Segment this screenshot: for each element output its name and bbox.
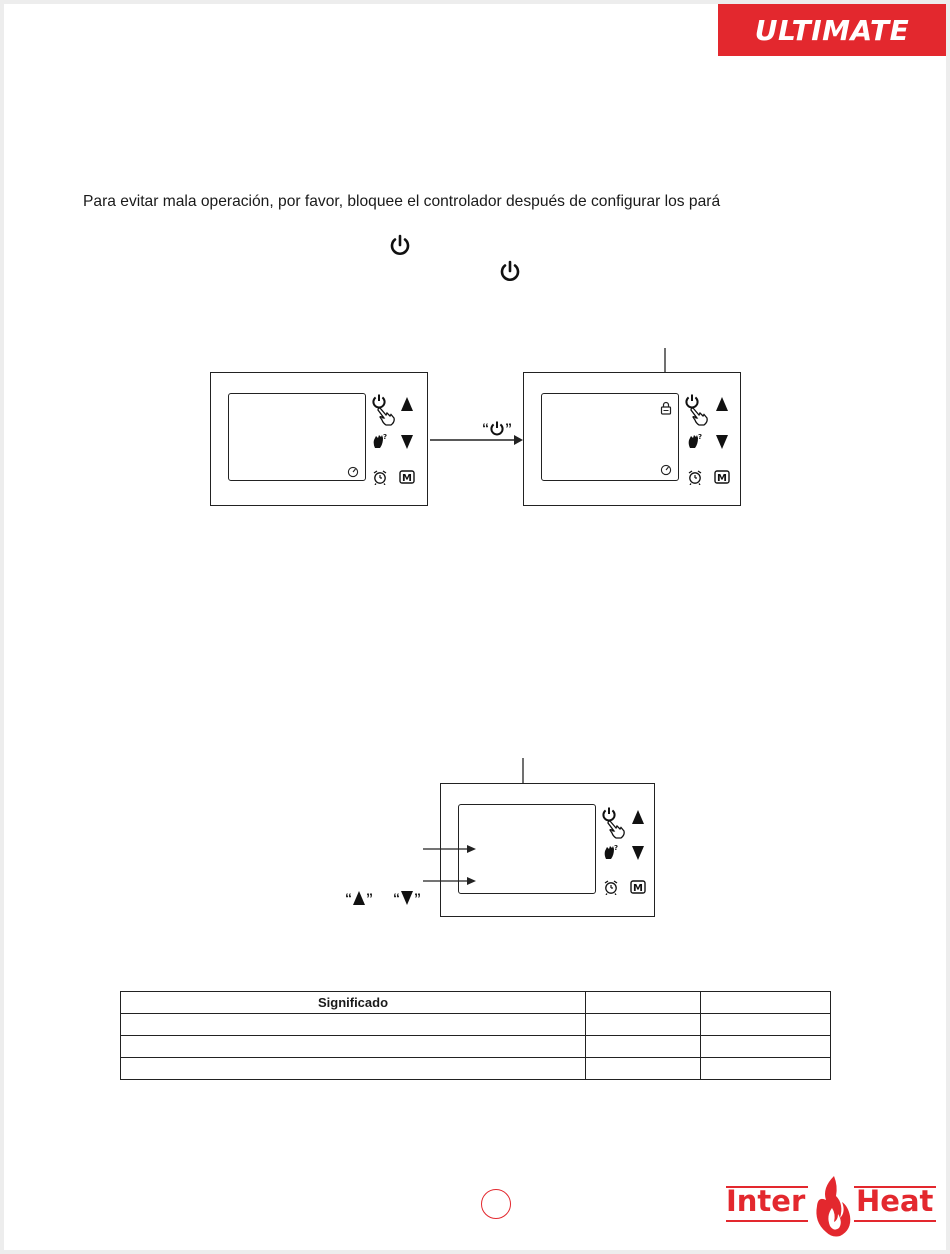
alarm-clock-button[interactable] — [603, 879, 619, 895]
table-header-cell — [586, 992, 701, 1014]
svg-text:M: M — [402, 473, 412, 484]
table-cell — [586, 1014, 701, 1036]
table-cell — [701, 1014, 831, 1036]
alarm-clock-button[interactable] — [687, 469, 703, 485]
table-cell — [701, 1058, 831, 1080]
mode-m-button[interactable] — [713, 469, 731, 485]
quote-close: ” — [505, 420, 512, 436]
quote-open: “ — [482, 420, 489, 436]
logo-word-heat: Heat — [856, 1184, 934, 1218]
table-header-cell: Significado — [121, 992, 586, 1014]
controller-panel-locked — [523, 372, 741, 506]
svg-text:M: M — [633, 883, 643, 894]
power-key-quote — [482, 418, 512, 438]
logo-line-bottom-left — [726, 1220, 808, 1222]
quote-open: “ — [345, 890, 352, 906]
mode-m-button[interactable] — [629, 879, 647, 895]
power-icon — [498, 259, 522, 283]
pointing-hand-icon — [606, 818, 628, 840]
table-cell — [586, 1058, 701, 1080]
arrow-down-button[interactable] — [631, 845, 645, 861]
up-key-quote — [345, 888, 373, 908]
intro-paragraph: Para evitar mala operación, por favor, bloquee el controlador después de configurar los pará — [83, 193, 721, 210]
table-cell — [701, 1036, 831, 1058]
table-header-row — [121, 992, 831, 1014]
quote-close: ” — [414, 890, 421, 906]
alarm-clock-button[interactable] — [372, 469, 388, 485]
arrow-down-button[interactable] — [400, 434, 414, 450]
badge-label: ULTIMATE — [754, 13, 910, 47]
table-cell — [121, 1014, 586, 1036]
arrow-up-button[interactable] — [715, 396, 729, 412]
table-cell — [586, 1036, 701, 1058]
logo-line-bottom-right — [854, 1220, 936, 1222]
interheat-logo — [722, 1174, 940, 1240]
lcd-screen — [541, 393, 679, 481]
arrow-up-button[interactable] — [400, 396, 414, 412]
arrow-down-icon — [400, 890, 414, 906]
flame-icon — [812, 1174, 854, 1240]
table-row — [121, 1036, 831, 1058]
page-number-circle — [481, 1189, 511, 1219]
quote-close: ” — [366, 890, 373, 906]
svg-text:?: ? — [698, 433, 703, 441]
clock-icon — [347, 466, 359, 478]
mode-m-button[interactable] — [398, 469, 416, 485]
table-row — [121, 1058, 831, 1080]
hand-button[interactable] — [686, 432, 704, 450]
left-pointer-line-2 — [423, 874, 477, 888]
logo-word-inter: Inter — [726, 1184, 806, 1218]
power-icon — [388, 233, 412, 257]
svg-text:?: ? — [614, 844, 619, 852]
power-icon — [489, 420, 505, 436]
quote-open: “ — [393, 890, 400, 906]
svg-text:?: ? — [383, 433, 388, 441]
clock-icon — [660, 464, 672, 476]
lcd-screen — [458, 804, 596, 894]
table-cell — [121, 1036, 586, 1058]
pointing-hand-icon — [689, 405, 711, 427]
meaning-table — [120, 991, 831, 1080]
svg-text:M: M — [717, 473, 727, 484]
hand-button[interactable] — [602, 843, 620, 861]
table-row — [121, 1014, 831, 1036]
lcd-screen — [228, 393, 366, 481]
down-key-quote — [393, 888, 421, 908]
table-cell — [121, 1058, 586, 1080]
ultimate-badge — [718, 4, 946, 56]
arrow-up-button[interactable] — [631, 809, 645, 825]
arrow-up-icon — [352, 890, 366, 906]
arrow-down-button[interactable] — [715, 434, 729, 450]
hand-button[interactable] — [371, 432, 389, 450]
left-pointer-line-1 — [423, 842, 477, 856]
table-header-cell — [701, 992, 831, 1014]
lock-icon — [660, 401, 672, 415]
controller-panel-unlocked — [210, 372, 428, 506]
pointing-hand-icon — [376, 405, 398, 427]
